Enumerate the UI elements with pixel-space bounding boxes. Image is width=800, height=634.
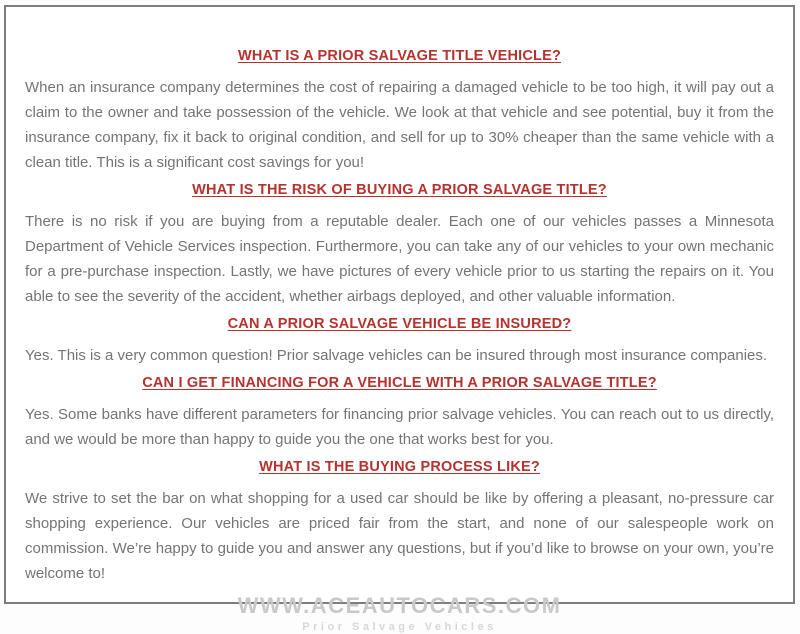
faq-question-financing: CAN I GET FINANCING FOR A VEHICLE WITH A PRIOR SALVAGE TITLE?	[142, 375, 657, 391]
faq-answer-what-is-prior-salvage: When an insurance company determines the cost of repairing a damaged vehicle to be too high, it will pay out a claim to the owner and take possession of the vehicle. We look at that vehicle and see potential, buy it from the insurance company, fix it back to original condition, and sell for up to 30% cheaper than the same vehicle with a clean title. This is a significant cost savings for you!	[25, 79, 774, 171]
faq-sheet	[4, 5, 795, 633]
faq-question-what-is-prior-salvage: WHAT IS A PRIOR SALVAGE TITLE VEHICLE?	[237, 48, 562, 64]
faq-answer-financing: Yes. Some banks have different parameters for financing prior salvage vehicles. You can reach out to us directly, and we would be more than happy to guide you the one that works best for you.	[25, 406, 774, 448]
faq-answer-can-be-insured: Yes. This is a very common question! Prior salvage vehicles can be insured through most insurance companies.	[25, 347, 768, 364]
faq-question-risk-of-buying: WHAT IS THE RISK OF BUYING A PRIOR SALVAGE TITLE?	[192, 182, 607, 198]
website-url: WWW.ACEAUTOCARS.COM	[237, 593, 562, 618]
footer-tagline: Prior Salvage Vehicles	[302, 621, 497, 633]
footer	[25, 593, 774, 634]
faq-answer-buying-process: We strive to set the bar on what shopping for a used car should be like by offering a pleasant, no-pressure car shopping experience. Our vehicles are priced fair from the start, and none of our salespeople work on commission. We’re happy to guide you and answer any questions, but if you’d like to browse on your own, you’re welcome to!	[25, 490, 774, 582]
faq-question-buying-process: WHAT IS THE BUYING PROCESS LIKE?	[259, 459, 540, 475]
faq-question-can-be-insured: CAN A PRIOR SALVAGE VEHICLE BE INSURED?	[227, 316, 572, 332]
faq-answer-risk-of-buying: There is no risk if you are buying from a reputable dealer. Each one of our vehicles passes a Minnesota Department of Vehicle Services inspection. Furthermore, you can take any of our vehicles to your own mechanic for a pre-purchase inspection. Lastly, we have pictures of every vehicle prior to us starting the repairs on it. You able to see the severity of the accident, whether airbags deployed, and other valuable information.	[25, 213, 774, 305]
